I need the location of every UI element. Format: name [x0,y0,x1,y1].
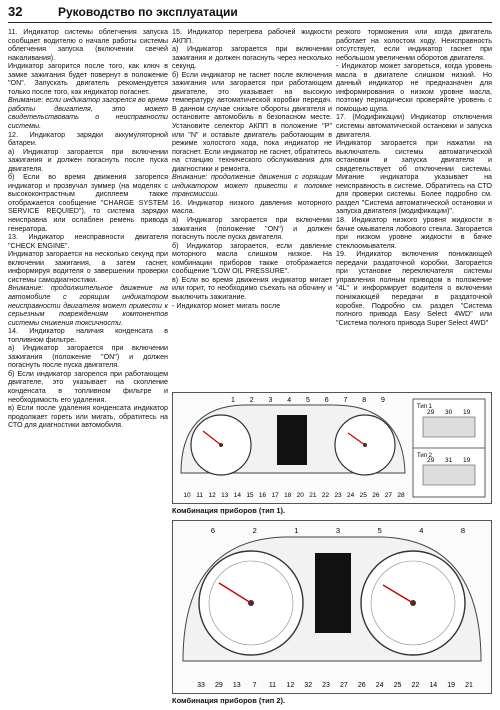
callout-number: 26 [372,492,380,499]
paragraph: а) Индикатор загорается при включении зажигания и должен погаснуть после пуска двигателя. [8,147,168,173]
callout-number: 9 [381,397,385,404]
callout-number: 21 [465,682,473,689]
instrument-cluster-diagram-type1 [172,392,492,504]
paragraph: в) Если после удаления конденсата индикатор продолжает гореть или мигать, обратитесь на СТО для диагностики автомобиля. [8,404,168,430]
warning-paragraph: Внимание: продолжение движения с горящим индикатором может привести к поломке трансмиссии. [172,173,332,199]
callout-number: 27 [340,682,348,689]
callout-number: 1 [231,397,235,404]
inset-callout: 19 [463,457,471,464]
callout-number: 12 [286,682,295,689]
paragraph: а) Индикатор загорается при включении зажигания (положение "ON") и должен погаснуть после пуска двигателя. [8,344,168,370]
paragraph: б) Если во время движения загорелся индикатор и прозвучал зуммер (на моделях с высококонтрастным дисплеем также отображается сообщение "CHARGE SYSTEM SERVICE REQUIED"), то система зарядки неисправна или ослаблен ремень привода генератора. [8,173,168,233]
inset-callout: 31 [445,457,453,464]
callout-number: 19 [447,682,456,689]
paragraph: - Индикатор может мигать после [172,301,281,310]
paragraph: - Индикатор может загореться, когда уровень масла в двигателе слишком низкий. Но данный индикатор не предназначен для информирования о низком уровне масла, поэтому периодически проверяйте уровень с помощью щупа. [336,62,492,113]
callout-number: 4 [419,526,424,535]
callout-number: 25 [359,492,367,499]
diagram-caption: Комбинация приборов (тип 1). [172,506,286,515]
callout-number: 6 [324,397,329,404]
paragraph: Индикатор загорится после того, как ключ в замке зажигания будет повернут в положение "ON". Запускать двигатель рекомендуется только после того, как индикатор погаснет. [8,62,168,96]
callout-number: 14 [233,492,241,499]
inset-callout: 29 [427,457,435,464]
callout-number: 24 [347,492,355,499]
paragraph: 12. Индикатор зарядки аккумуляторной батареи. [8,130,168,148]
diagram-caption: Комбинация приборов (тип 2). [172,696,286,705]
paragraph: 16. Индикатор низкого давления моторного масла. [172,198,332,216]
inset-label: Тип 1 [417,404,433,410]
callout-number: 22 [411,682,420,689]
callout-number: 32 [304,682,313,689]
page-header [8,4,492,23]
inset-callout: 30 [445,409,453,416]
callout-number: 2 [252,526,257,535]
callout-number: 10 [183,492,191,499]
callout-number: 18 [284,492,292,499]
callout-number: 8 [362,397,367,404]
callout-number: 5 [306,397,310,404]
paragraph: 17. (Модификации) Индикатор отключения системы автоматической остановки и запуска двигателя. [336,113,492,139]
text-column-3 [336,28,492,327]
paragraph: б) Если индикатор загорелся при работающем двигателе, это указывает на скопление конденсата в топливном фильтре и необходимость его удаления. [8,369,168,404]
paragraph: б) Индикатор загорается, если давление моторного масла слишком низкое. На комбинации приборов также отображается сообщение "LOW OIL PRESSURE". [172,241,332,276]
callout-number: 12 [208,492,216,499]
page-number: 32 [8,4,23,19]
inset-callout: 19 [463,409,471,416]
callout-number: 13 [221,492,229,499]
callout-number: 8 [460,526,466,535]
callout-number: 11 [268,682,277,689]
paragraph: 13. Индикатор неисправности двигателя "CHECK ENGINE". [8,233,168,250]
callout-number: 4 [287,397,292,404]
callout-number: 14 [429,682,438,689]
callout-number: 6 [210,526,216,535]
paragraph: б) Если индикатор не гаснет после включения зажигания или загорается при работающем двигателе, это указывает на высокую температуру автоматической коробки передач. В данном случае снизьте обороты двигателя и остановите автомобиль в безопасном месте. Установите селектор АКПП в положение "P" или "N" и оставьте двигатель работающим в режиме холостого хода, пока индикатор не погаснет. Если индикатор не гаснет, обратитесь на станцию технического обслуживания для диагностики и ремонта. [172,70,332,173]
paragraph: а) Индикатор загорается при включении зажигания и должен погаснуть через несколько секунд. [172,45,332,71]
callout-number: 26 [357,682,366,689]
callout-number: 5 [377,526,382,535]
callout-number: 22 [321,492,330,499]
callout-number: 20 [296,492,304,499]
instrument-cluster-drawing [173,521,491,693]
callout-number: 21 [309,492,317,499]
paragraph: 14. Индикатор наличия конденсата в топливном фильтре. [8,327,168,344]
warning-paragraph: Внимание: продолжительное движение на автомобиле с горящим индикатором неисправности двигателя может привести к серьезным повреждениям компонентов системы снижения токсичности. [8,284,168,327]
callout-number: 25 [393,682,402,689]
paragraph: резкого торможения или когда двигатель работает на холостом ходу. Неисправность отсутствует, если индикатор гаснет при небольшом увеличении оборотов двигателя. [336,28,492,62]
callout-number: 27 [384,492,393,499]
paragraph: 19. Индикатор включения понижающей передачи раздаточной коробки. Загорается при установке переключателя системы управления полным приводом в положение "4L" и информирует водителя о включении понижающей передачи в раздаточной коробке. Подробно см. раздел "Система полного привода Easy Select 4WD" или "Система полного привода Super Select 4WD" [336,250,492,327]
paragraph: 11. Индикатор системы облегчения запуска сообщает водителю о начале работы системы облегчения запуска (включении свечей накаливания). [8,28,168,62]
warning-paragraph: Внимание: если индикатор загорелся во время работы двигателя, это может свидетельствовать о неисправности системы. [8,96,168,131]
callout-number: 23 [334,492,342,499]
text-column-1 [8,28,168,430]
callout-number: 7 [343,397,348,404]
callout-number: 11 [196,492,203,499]
callout-number: 13 [232,682,241,689]
paragraph: 15. Индикатор перегрева рабочей жидкости АКПП. [172,28,332,45]
callout-number: 3 [335,526,341,535]
text-column-2 [172,28,332,310]
callout-number: 33 [197,682,205,689]
page-title: Руководство по эксплуатации [58,5,238,19]
callout-number: 17 [271,492,279,499]
callout-number: 29 [214,682,223,689]
callout-number: 3 [268,397,273,404]
callout-number: 16 [258,492,267,499]
inset-callout: 29 [427,409,435,416]
callout-number: 7 [252,682,257,689]
callout-number: 15 [246,492,254,499]
callout-number: 1 [294,526,299,535]
instrument-cluster-drawing [173,393,491,503]
callout-number: 23 [322,682,330,689]
callout-number: 28 [397,492,405,499]
callout-number: 2 [249,397,254,404]
instrument-cluster-diagram-type2 [172,520,492,694]
paragraph: Индикатор загорается при нажатии на выключатель системы автоматической остановки и запуска двигателя и свидетельствует об отключении системы. Мигание индикатора указывает на неисправность в системе. Обратитесь на СТО для проверки системы. Более подробно см. раздел "Система автоматической остановки и запуска двигателя (модификации)". [336,139,492,216]
callout-number: 24 [375,682,384,689]
paragraph: Индикатор загорается на несколько секунд при включении зажигания, а затем гаснет, информируя водителя о завершении проверки системы самодиагностики. [8,250,168,284]
inset-label: Тип 2 [417,453,433,459]
paragraph: 18. Индикатор низкого уровня жидкости в бачке омывателя лобового стекла. Загорается при низком уровне жидкости в бачке стеклоомывателя. [336,216,492,250]
paragraph: а) Индикатор загорается при включении зажигания (положение "ON") и должен погаснуть после пуска двигателя. [172,216,332,242]
paragraph: в) Если во время движения индикатор мигает или горит, то необходимо съехать на обочину и выключить зажигание. [172,275,332,301]
